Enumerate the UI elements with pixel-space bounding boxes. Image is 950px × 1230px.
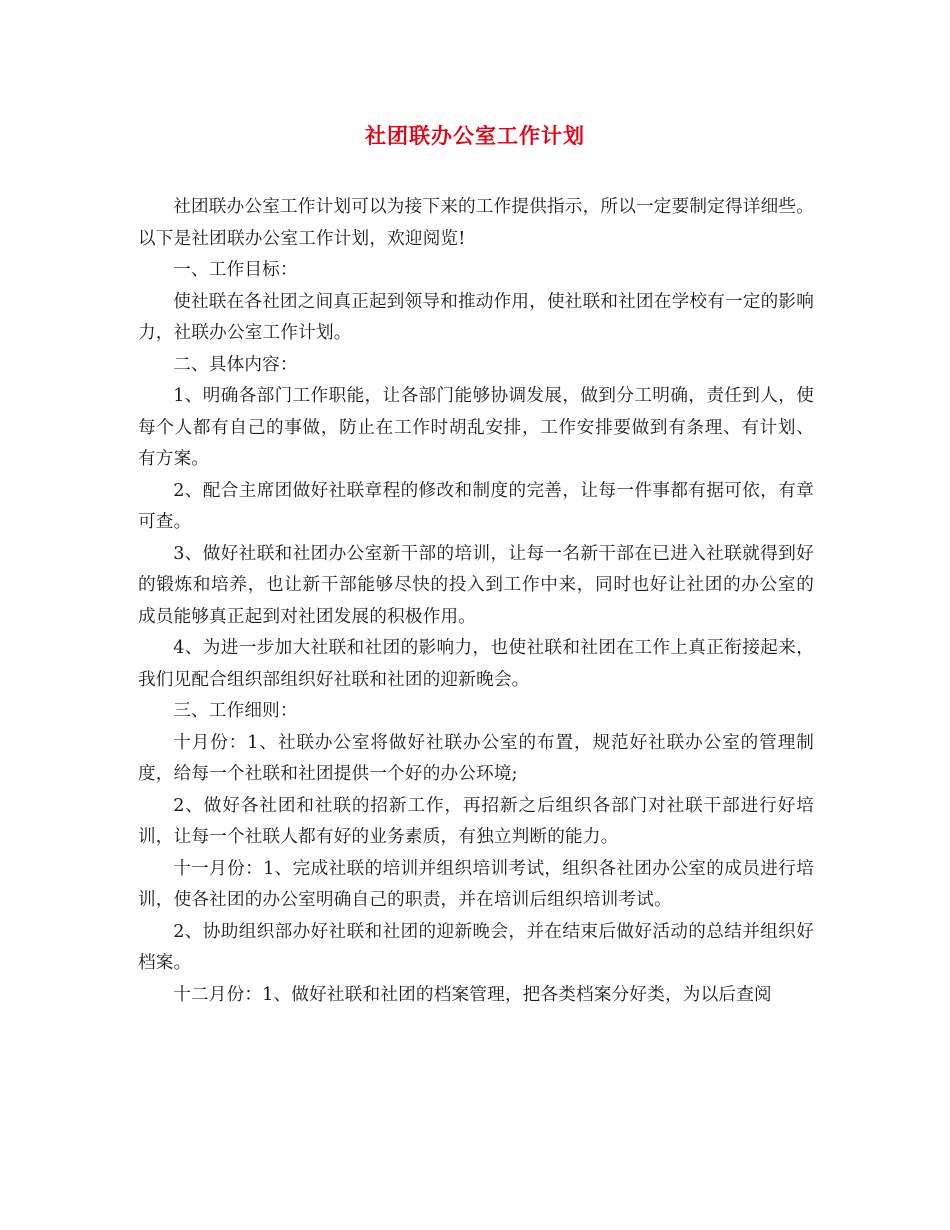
paragraph-november-1: 十一月份：1、完成社联的培训并组织培训考试，组织各社团办公室的成员进行培训，使各社团的办公室明确自己的职责，并在培训后组织培训考试。 bbox=[138, 858, 814, 910]
heading-content: 二、具体内容： bbox=[173, 354, 298, 375]
paragraph-content-4: 4、为进一步加大社联和社团的影响力，也使社联和社团在工作上真正衔接起来，我们见配合组织部组织好社联和社团的迎新晚会。 bbox=[138, 638, 814, 690]
paragraph-goals: 使社联在各社团之间真正起到领导和推动作用，使社联和社团在学校有一定的影响力，社联办公室工作计划。 bbox=[138, 291, 814, 343]
heading-details: 三、工作细则： bbox=[173, 701, 298, 721]
paragraph-intro: 社团联办公室工作计划可以为接下来的工作提供指示，所以一定要制定得详细些。以下是社团联办公室工作计划，欢迎阅览! bbox=[138, 197, 814, 249]
document-title: 社团联办公室工作计划 bbox=[365, 124, 585, 148]
heading-goals: 一、工作目标： bbox=[173, 260, 298, 280]
paragraph-content-1: 1、明确各部门工作职能，让各部门能够协调发展，做到分工明确，责任到人，使每个人都有自己的事做，防止在工作时胡乱安排，工作安排要做到有条理、有计划、有方案。 bbox=[138, 386, 814, 469]
paragraph-october-2: 2、做好各社团和社联的招新工作，再招新之后组织各部门对社联干部进行好培训，让每一个社联人都有好的业务素质，有独立判断的能力。 bbox=[138, 795, 814, 847]
paragraph-october-1: 十月份：1、社联办公室将做好社联办公室的布置，规范好社联办公室的管理制度，给每一个社联和社团提供一个好的办公环境; bbox=[138, 732, 814, 784]
document-body bbox=[138, 192, 814, 1011]
paragraph-november-2: 2、协助组织部办好社联和社团的迎新晚会，并在结束后做好活动的总结并组织好档案。 bbox=[138, 921, 814, 973]
paragraph-content-3: 3、做好社联和社团办公室新干部的培训，让每一名新干部在已进入社联就得到好的锻炼和培养，也让新干部能够尽快的投入到工作中来，同时也好让社团的办公室的成员能够真正起到对社团发展的积极作用。 bbox=[138, 543, 814, 627]
paragraph-content-2: 2、配合主席团做好社联章程的修改和制度的完善，让每一件事都有据可依，有章可查。 bbox=[138, 480, 814, 532]
paragraph-december-1: 十二月份：1、做好社联和社团的档案管理，把各类档案分好类，为以后查阅 bbox=[173, 984, 772, 1005]
